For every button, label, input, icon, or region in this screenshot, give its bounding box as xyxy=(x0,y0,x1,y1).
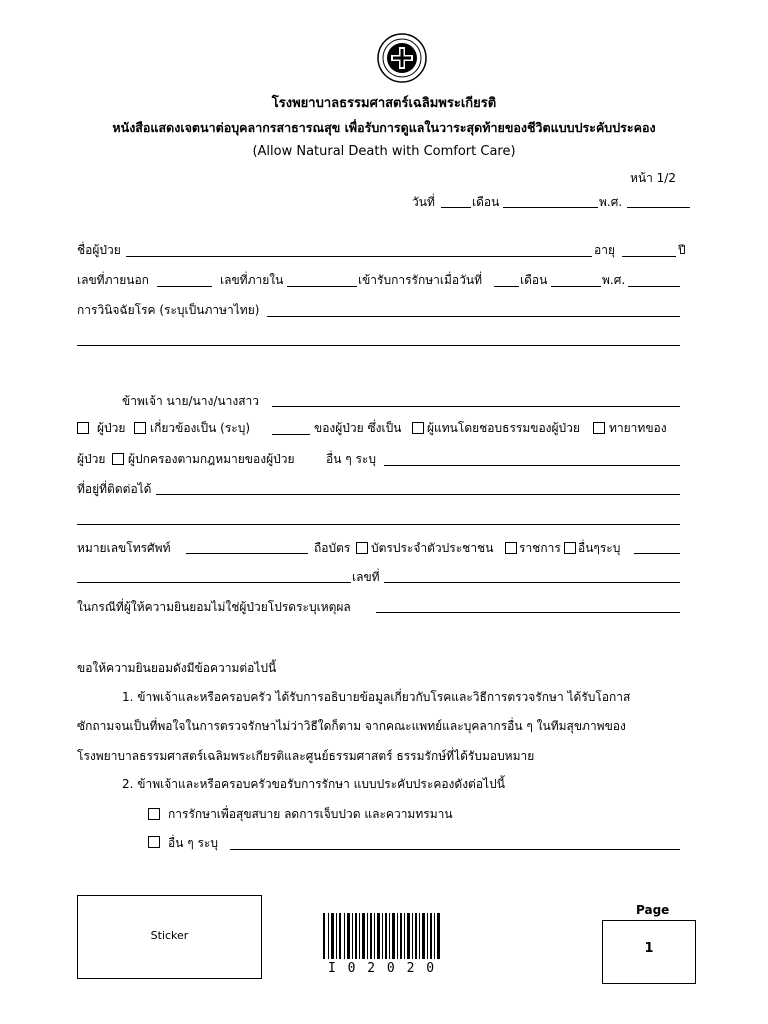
consent-item1-line3: โรงพยาบาลธรรมศาสตร์เฉลิมพระเกียรติและศูนย์ธรรมศาสตร์ ธรรมรักษ์ที่ได้รับมอบหมาย xyxy=(77,749,535,763)
other-label: อื่น ๆ ระบุ xyxy=(326,452,376,466)
page-number-box xyxy=(602,920,696,984)
patient-word: ผู้ป่วย xyxy=(77,452,106,466)
page-label: Page xyxy=(636,903,670,917)
date-month-label: เดือน xyxy=(472,195,500,209)
consent-item1-line2: ซักถามจนเป็นที่พอใจในการตรวจรักษาไม่ว่าวิธีใดก็ตาม จากคณะแพทย์และบุคลากรอื่น ๆ ในทีมสุขภาพของ xyxy=(77,719,626,733)
card-type-field[interactable] xyxy=(77,582,351,583)
other-treatment-field[interactable] xyxy=(230,849,680,850)
admit-day-field[interactable] xyxy=(494,286,519,287)
id-card-label: ถือบัตร xyxy=(314,541,351,555)
of-patient-label: ของผู้ป่วย ซึ่งเป็น xyxy=(314,421,402,435)
date-year-field[interactable] xyxy=(627,207,690,208)
address-label: ที่อยู่ที่ติดต่อได้ xyxy=(77,482,152,496)
checkbox-other-card[interactable] xyxy=(564,542,576,554)
opt-heir-label: ทายาทของ xyxy=(609,421,667,435)
hospital-logo xyxy=(376,32,428,84)
declarant-name-field[interactable] xyxy=(272,406,680,407)
document-title: หนังสือแสดงเจตนาต่อบุคลากรสาธารณสุข เพื่อรับการดูแลในวาระสุดท้ายของชีวิตแบบประคับประคอง xyxy=(112,120,656,135)
related-field[interactable] xyxy=(272,434,310,435)
checkbox-gov[interactable] xyxy=(505,542,517,554)
opt-patient-label: ผู้ป่วย xyxy=(97,421,126,435)
other-field[interactable] xyxy=(384,465,680,466)
hn-label: เลขที่ภายนอก xyxy=(77,273,149,287)
document-subtitle: (Allow Natural Death with Comfort Care) xyxy=(252,144,516,159)
admit-label: เข้ารับการรักษาเมื่อวันที่ xyxy=(358,273,482,287)
opt-other-card-label: อื่นๆระบุ xyxy=(578,541,621,555)
checkbox-legal-rep[interactable] xyxy=(412,422,424,434)
consent-heading: ขอให้ความยินยอมดังมีข้อความต่อไปนี้ xyxy=(77,661,277,675)
checkbox-guardian[interactable] xyxy=(112,453,124,465)
an-field[interactable] xyxy=(287,286,357,287)
checkbox-related[interactable] xyxy=(134,422,146,434)
checkbox-other-treatment[interactable] xyxy=(148,836,160,848)
card-number-field[interactable] xyxy=(384,582,680,583)
admit-month-label: เดือน xyxy=(520,273,548,287)
card-number-label: เลขที่ xyxy=(352,570,380,584)
age-field[interactable] xyxy=(622,256,676,257)
option-comfort-label: การรักษาเพื่อสุขสบาย ลดการเจ็บปวด และความทรมาน xyxy=(168,807,453,821)
an-label: เลขที่ภายใน xyxy=(220,273,284,287)
patient-name-field[interactable] xyxy=(126,256,592,257)
hospital-name: โรงพยาบาลธรรมศาสตร์เฉลิมพระเกียรติ xyxy=(271,96,497,111)
date-day-label: วันที่ xyxy=(412,195,435,209)
checkbox-heir[interactable] xyxy=(593,422,605,434)
opt-related-label: เกี่ยวข้องเป็น (ระบุ) xyxy=(150,421,251,435)
date-month-field[interactable] xyxy=(503,207,598,208)
date-day-field[interactable] xyxy=(441,207,471,208)
date-year-label: พ.ศ. xyxy=(599,195,623,209)
sticker-label: Sticker xyxy=(150,929,189,942)
age-label: อายุ xyxy=(594,243,615,257)
opt-gov-label: ราชการ xyxy=(519,541,561,555)
address-field[interactable] xyxy=(156,494,680,495)
patient-name-label: ชื่อผู้ป่วย xyxy=(77,243,121,257)
checkbox-patient[interactable] xyxy=(77,422,89,434)
opt-legal-rep-label: ผู้แทนโดยชอบธรรมของผู้ป่วย xyxy=(427,421,580,435)
sticker-box xyxy=(77,895,262,979)
non-patient-reason-field[interactable] xyxy=(376,612,680,613)
opt-guardian-label: ผู้ปกครองตามกฎหมายของผู้ป่วย xyxy=(128,452,295,466)
page-number: 1 xyxy=(644,941,654,956)
barcode xyxy=(323,913,441,959)
opt-id-card-label: บัตรประจำตัวประชาชน xyxy=(371,541,494,555)
admit-month-field[interactable] xyxy=(551,286,601,287)
barcode-text: I 0 2 0 2 0 xyxy=(327,961,437,976)
option-other-label: อื่น ๆ ระบุ xyxy=(168,836,218,850)
consent-item1-line1: 1. ข้าพเจ้าและหรือครอบครัว ได้รับการอธิบายข้อมูลเกี่ยวกับโรคและวิธีการตรวจรักษา ได้รับโอกาส xyxy=(122,690,631,704)
checkbox-comfort-care[interactable] xyxy=(148,808,160,820)
phone-field[interactable] xyxy=(186,553,308,554)
diagnosis-label: การวินิจฉัยโรค (ระบุเป็นภาษาไทย) xyxy=(77,303,260,317)
page-indicator: หน้า 1/2 xyxy=(630,171,676,185)
declarant-intro: ข้าพเจ้า นาย/นาง/นางสาว xyxy=(122,394,259,408)
hn-field[interactable] xyxy=(157,286,212,287)
checkbox-id-card[interactable] xyxy=(356,542,368,554)
address-field-2[interactable] xyxy=(77,524,680,525)
non-patient-reason-label: ในกรณีที่ผู้ให้ความยินยอมไม่ใช่ผู้ป่วยโปรดระบุเหตุผล xyxy=(77,600,351,614)
age-unit: ปี xyxy=(678,243,686,257)
admit-year-field[interactable] xyxy=(628,286,680,287)
admit-year-label: พ.ศ. xyxy=(602,273,626,287)
diagnosis-field[interactable] xyxy=(267,316,680,317)
diagnosis-field-2[interactable] xyxy=(77,345,680,346)
other-card-field[interactable] xyxy=(634,553,680,554)
phone-label: หมายเลขโทรศัพท์ xyxy=(77,541,171,555)
consent-item2-line1: 2. ข้าพเจ้าและหรือครอบครัวขอรับการรักษา แบบประคับประคองดังต่อไปนี้ xyxy=(122,777,505,791)
